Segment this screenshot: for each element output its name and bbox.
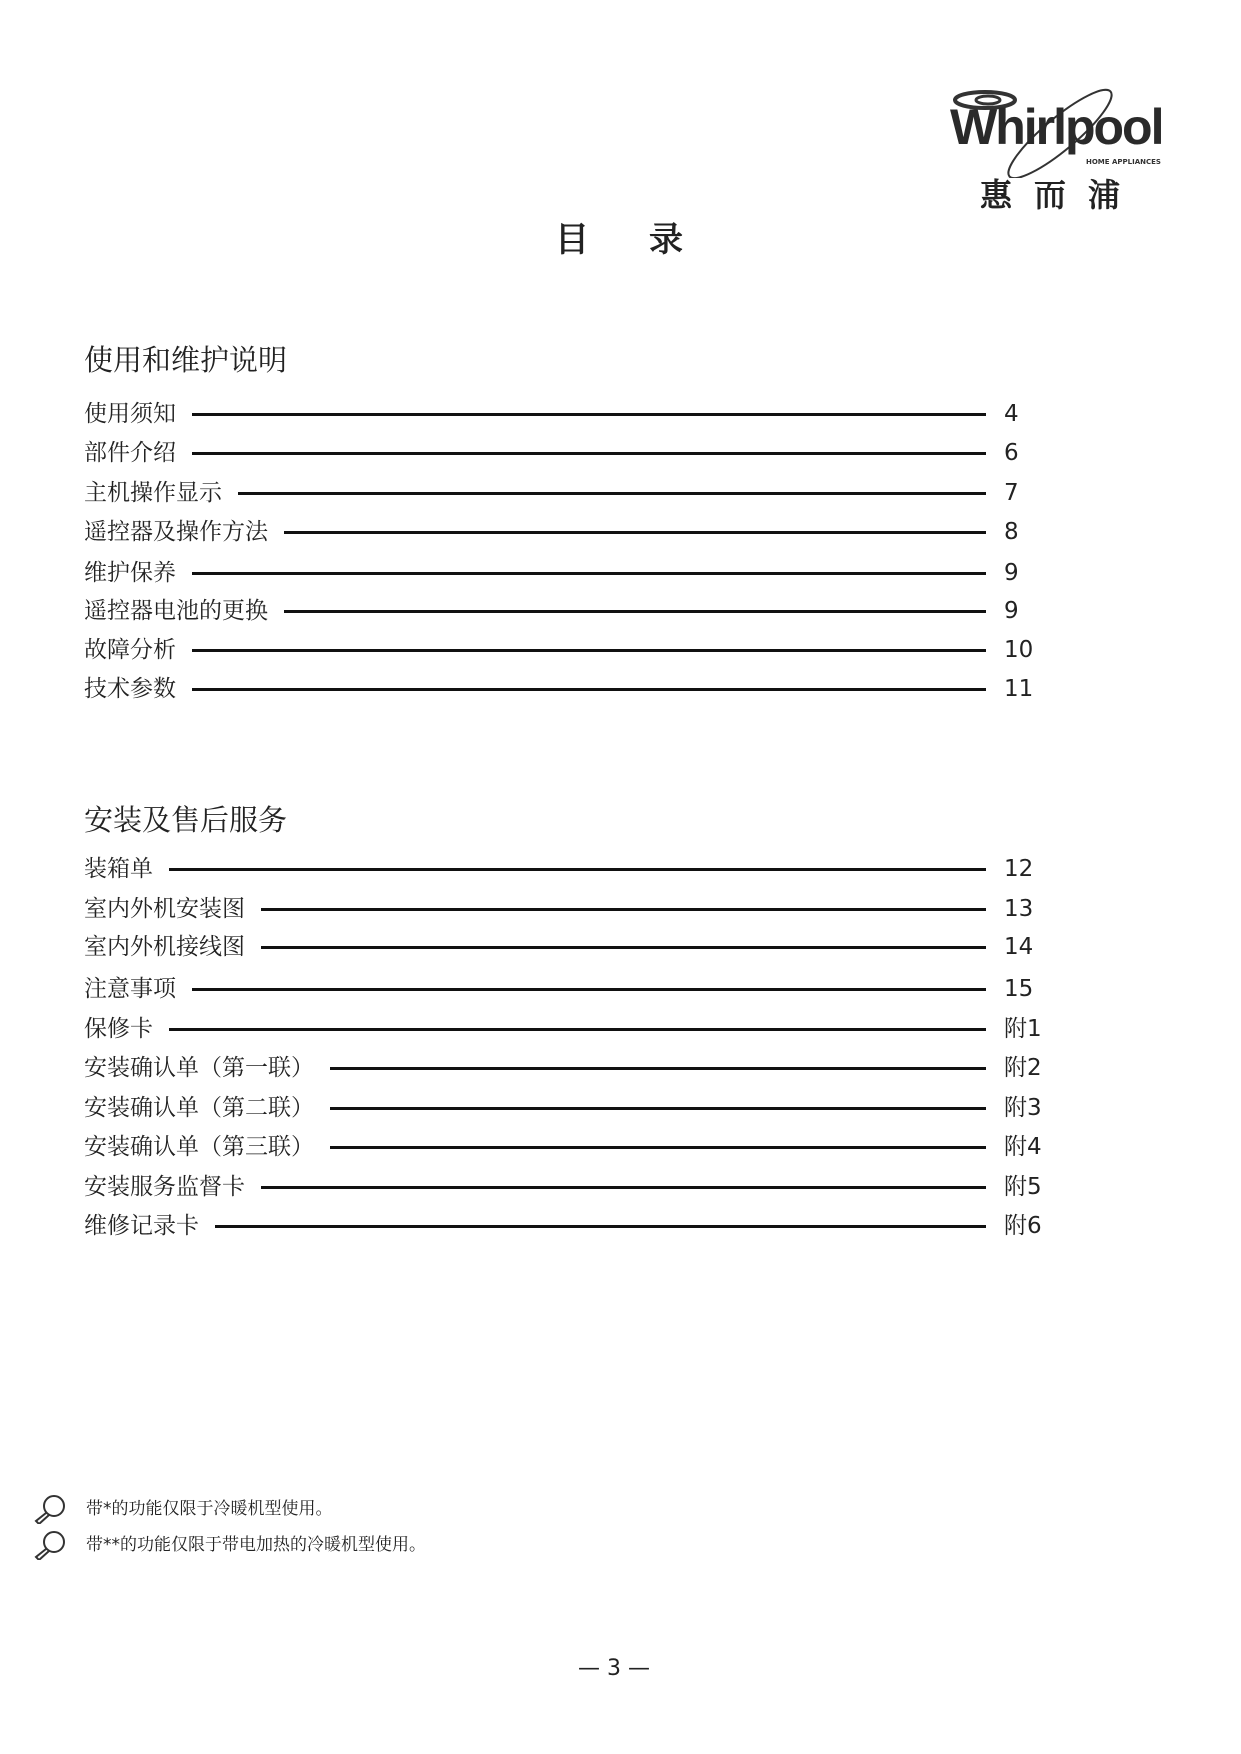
toc-entry[interactable]	[84, 559, 1044, 587]
toc-entry[interactable]	[84, 1173, 1044, 1201]
leader-line	[238, 492, 986, 495]
toc-entry[interactable]	[84, 933, 1044, 961]
leader-line	[192, 688, 986, 691]
magnifier-icon	[32, 1494, 68, 1524]
toc-entry-label: 故障分析	[84, 637, 176, 663]
toc-entry-label: 安装确认单（第二联）	[84, 1095, 314, 1121]
toc-entry[interactable]	[84, 1094, 1044, 1122]
toc-entry[interactable]	[84, 1015, 1044, 1043]
toc-entry-label: 室内外机安装图	[84, 896, 245, 922]
leader-line	[284, 610, 986, 613]
toc-entry-page: 15	[1004, 976, 1034, 1002]
page-title: 目录	[555, 220, 743, 260]
toc-entry-page: 附4	[1004, 1134, 1042, 1160]
toc-entry-page: 附2	[1004, 1055, 1042, 1081]
leader-line	[215, 1225, 986, 1228]
footnote-text: 带**的功能仅限于带电加热的冷暖机型使用。	[86, 1535, 426, 1555]
toc-entry[interactable]	[84, 1054, 1044, 1082]
page-number: — 3 —	[578, 1656, 650, 1681]
leader-line	[330, 1107, 986, 1110]
toc-entry-page: 12	[1004, 856, 1034, 882]
leader-line	[261, 1186, 986, 1189]
leader-line	[284, 531, 986, 534]
toc-entry[interactable]	[84, 675, 1044, 703]
toc-entry-page: 14	[1004, 934, 1034, 960]
toc-entry-page: 7	[1004, 480, 1019, 506]
footnote-text: 带*的功能仅限于冷暖机型使用。	[86, 1499, 333, 1519]
toc-entry[interactable]	[84, 439, 1044, 467]
toc-entry-label: 遥控器电池的更换	[84, 598, 268, 624]
section-heading: 使用和维护说明	[84, 343, 288, 377]
leader-line	[169, 1028, 986, 1031]
toc-entry[interactable]	[84, 855, 1044, 883]
leader-line	[261, 908, 986, 911]
toc-entry[interactable]	[84, 636, 1044, 664]
toc-entry-label: 安装服务监督卡	[84, 1174, 245, 1200]
toc-entry[interactable]	[84, 400, 1044, 428]
leader-line	[330, 1067, 986, 1070]
toc-entry-page: 4	[1004, 401, 1019, 427]
toc-entry[interactable]	[84, 1212, 1044, 1240]
leader-line	[192, 649, 986, 652]
toc-entry-page: 附5	[1004, 1174, 1042, 1200]
logo-wordmark: Whirlpool	[950, 99, 1163, 155]
toc-entry-label: 保修卡	[84, 1016, 153, 1042]
toc-entry[interactable]	[84, 518, 1044, 546]
whirlpool-logo	[940, 88, 1170, 228]
leader-line	[330, 1146, 986, 1149]
leader-line	[192, 988, 986, 991]
toc-entry[interactable]	[84, 975, 1044, 1003]
leader-line	[192, 572, 986, 575]
toc-entry-label: 安装确认单（第三联）	[84, 1134, 314, 1160]
leader-line	[192, 413, 986, 416]
magnifier-icon	[32, 1530, 68, 1560]
toc-entry-label: 使用须知	[84, 401, 176, 427]
toc-entry-page: 附3	[1004, 1095, 1042, 1121]
toc-entry-label: 注意事项	[84, 976, 176, 1002]
toc-entry[interactable]	[84, 1133, 1044, 1161]
toc-entry-page: 9	[1004, 598, 1019, 624]
toc-entry-page: 6	[1004, 440, 1019, 466]
toc-entry-page: 8	[1004, 519, 1019, 545]
toc-entry-page: 9	[1004, 560, 1019, 586]
toc-entry-label: 部件介绍	[84, 440, 176, 466]
section-heading: 安装及售后服务	[84, 803, 288, 837]
toc-entry-label: 维护保养	[84, 560, 176, 586]
toc-entry-label: 主机操作显示	[84, 480, 222, 506]
toc-entry[interactable]	[84, 895, 1044, 923]
toc-entry[interactable]	[84, 597, 1044, 625]
toc-entry-page: 13	[1004, 896, 1034, 922]
footnote	[32, 1494, 333, 1524]
toc-entry-page: 附1	[1004, 1016, 1042, 1042]
toc-entry-page: 附6	[1004, 1213, 1042, 1239]
toc-entry-label: 安装确认单（第一联）	[84, 1055, 314, 1081]
leader-line	[192, 452, 986, 455]
toc-entry[interactable]	[84, 479, 1044, 507]
toc-entry-page: 11	[1004, 676, 1034, 702]
logo-subtitle: HOME APPLIANCES	[1086, 158, 1161, 166]
logo-chinese-name: 惠而浦	[980, 176, 1143, 214]
toc-entry-label: 技术参数	[84, 676, 176, 702]
toc-entry-label: 装箱单	[84, 856, 153, 882]
toc-entry-label: 遥控器及操作方法	[84, 519, 268, 545]
toc-entry-label: 维修记录卡	[84, 1213, 199, 1239]
toc-entry-label: 室内外机接线图	[84, 934, 245, 960]
toc-entry-page: 10	[1004, 637, 1034, 663]
footnote	[32, 1530, 426, 1560]
leader-line	[261, 946, 986, 949]
leader-line	[169, 868, 986, 871]
